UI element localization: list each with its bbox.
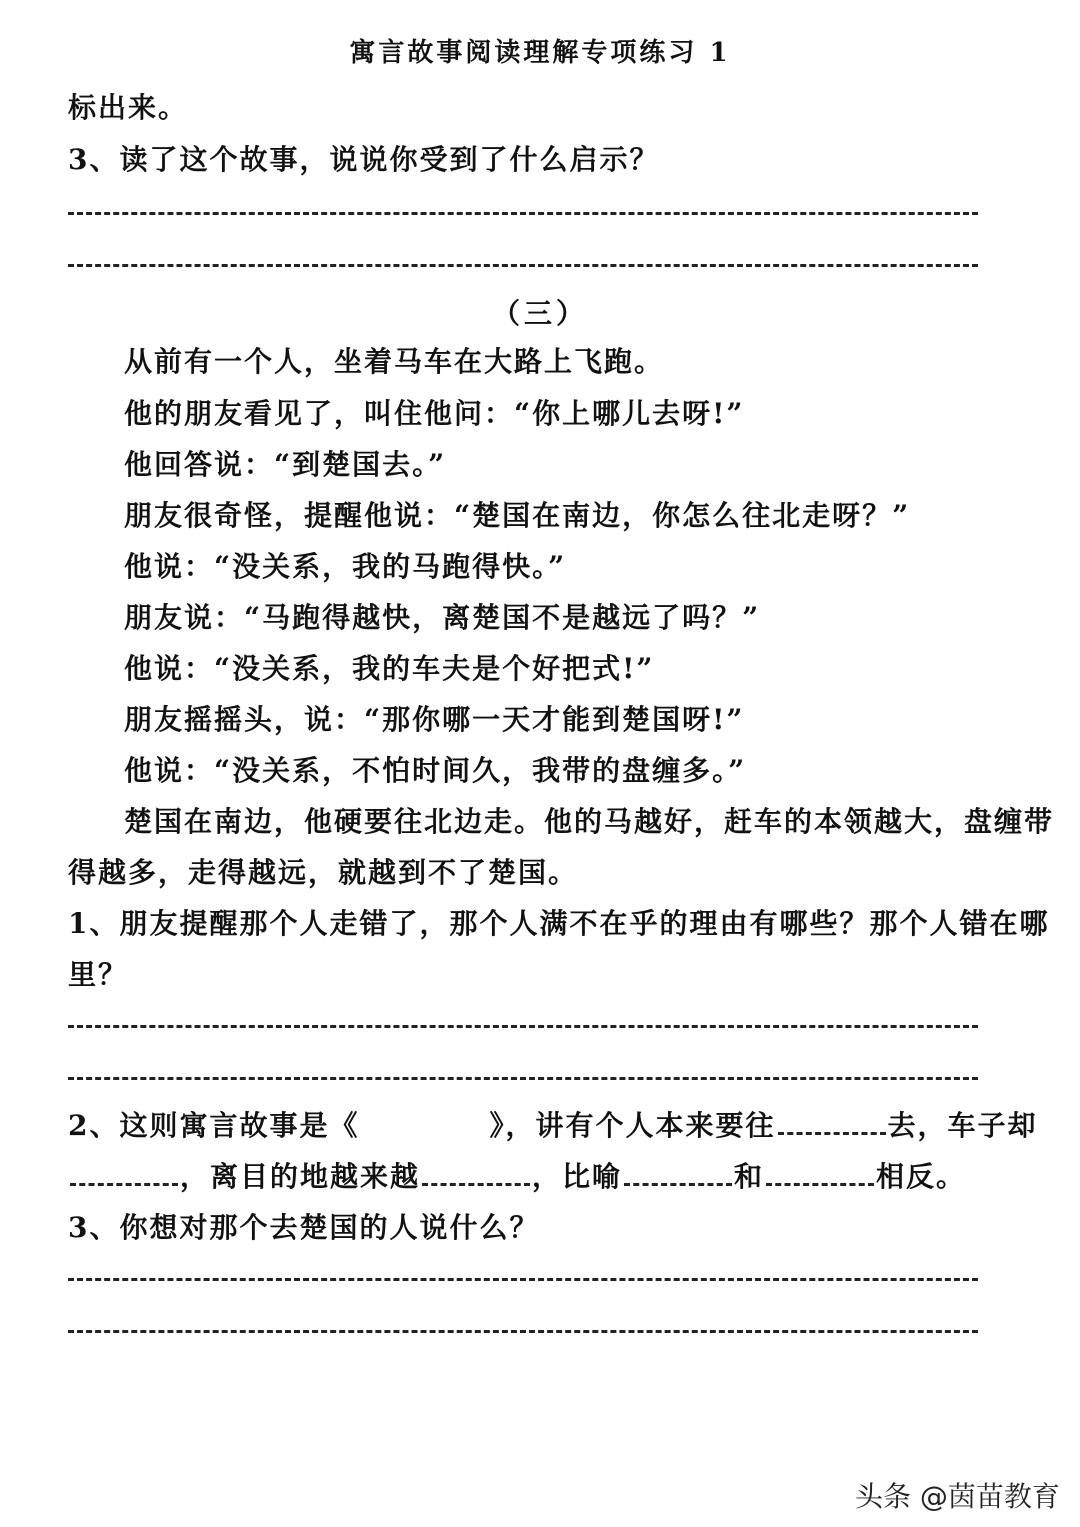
fill-blank[interactable] [70, 1157, 178, 1186]
answer-line [68, 1330, 978, 1333]
question-1: 1、朋友提醒那个人走错了，那个人满不在乎的理由有哪些？那个人错在哪 [68, 907, 1050, 940]
story-paragraph: 他回答说：“到楚国去。” [124, 448, 447, 481]
q2-text: ，比喻 [532, 1160, 623, 1193]
q2-text: 去，车子却 [887, 1109, 1038, 1142]
story-paragraph: 朋友摇摇头，说：“那你哪一天才能到楚国呀!” [124, 703, 745, 736]
answer-line [68, 1025, 978, 1028]
story-paragraph: 他说：“没关系，我的马跑得快。” [124, 550, 567, 583]
q2-text: 2、这则寓言故事是《 [68, 1109, 360, 1142]
fill-blank[interactable] [778, 1106, 886, 1135]
fill-blank[interactable] [766, 1157, 874, 1186]
page-title: 寓言故事阅读理解专项练习 1 [349, 38, 731, 68]
story-closing-line: 楚国在南边，他硬要往北边走。他的马越好，赶车的本领越大，盘缠带 [124, 805, 1055, 838]
fill-blank[interactable] [624, 1157, 732, 1186]
story-paragraph: 从前有一个人，坐着马车在大路上飞跑。 [124, 345, 665, 378]
question-2-line2 [68, 1157, 966, 1197]
section-heading: （三） [491, 297, 588, 330]
story-paragraph: 他说：“没关系，不怕时间久，我带的盘缠多。” [124, 754, 747, 787]
prev-question-3: 3、读了这个故事，说说你受到了什么启示？ [68, 143, 660, 176]
q2-text: 相反。 [876, 1160, 967, 1193]
story-paragraph: 他说：“没关系，我的车夫是个好把式!” [124, 652, 655, 685]
q2-text: 》，讲有个人本来要往 [489, 1109, 776, 1142]
answer-line [68, 1278, 978, 1281]
fill-blank[interactable] [422, 1157, 530, 1186]
q2-text: ，离目的地越来越 [180, 1160, 421, 1193]
story-paragraph: 朋友说：“马跑得越快，离楚国不是越远了吗？” [124, 601, 761, 634]
q2-text: 和 [734, 1160, 765, 1193]
answer-line [68, 1077, 978, 1080]
question-3: 3、你想对那个去楚国的人说什么？ [68, 1211, 540, 1244]
story-closing-line: 得越多，走得越远，就越到不了楚国。 [68, 856, 579, 889]
watermark: 头条 @茵苗教育 [855, 1480, 1060, 1513]
prev-text-end: 标出来。 [68, 91, 189, 124]
question-2-line1 [68, 1106, 1038, 1146]
answer-line [68, 212, 978, 215]
answer-line [68, 264, 978, 267]
question-1-cont: 里？ [68, 958, 129, 991]
story-paragraph: 他的朋友看见了，叫住他问：“你上哪儿去呀!” [124, 397, 745, 430]
story-paragraph: 朋友很奇怪，提醒他说：“楚国在南边，你怎么往北走呀？” [124, 499, 911, 532]
